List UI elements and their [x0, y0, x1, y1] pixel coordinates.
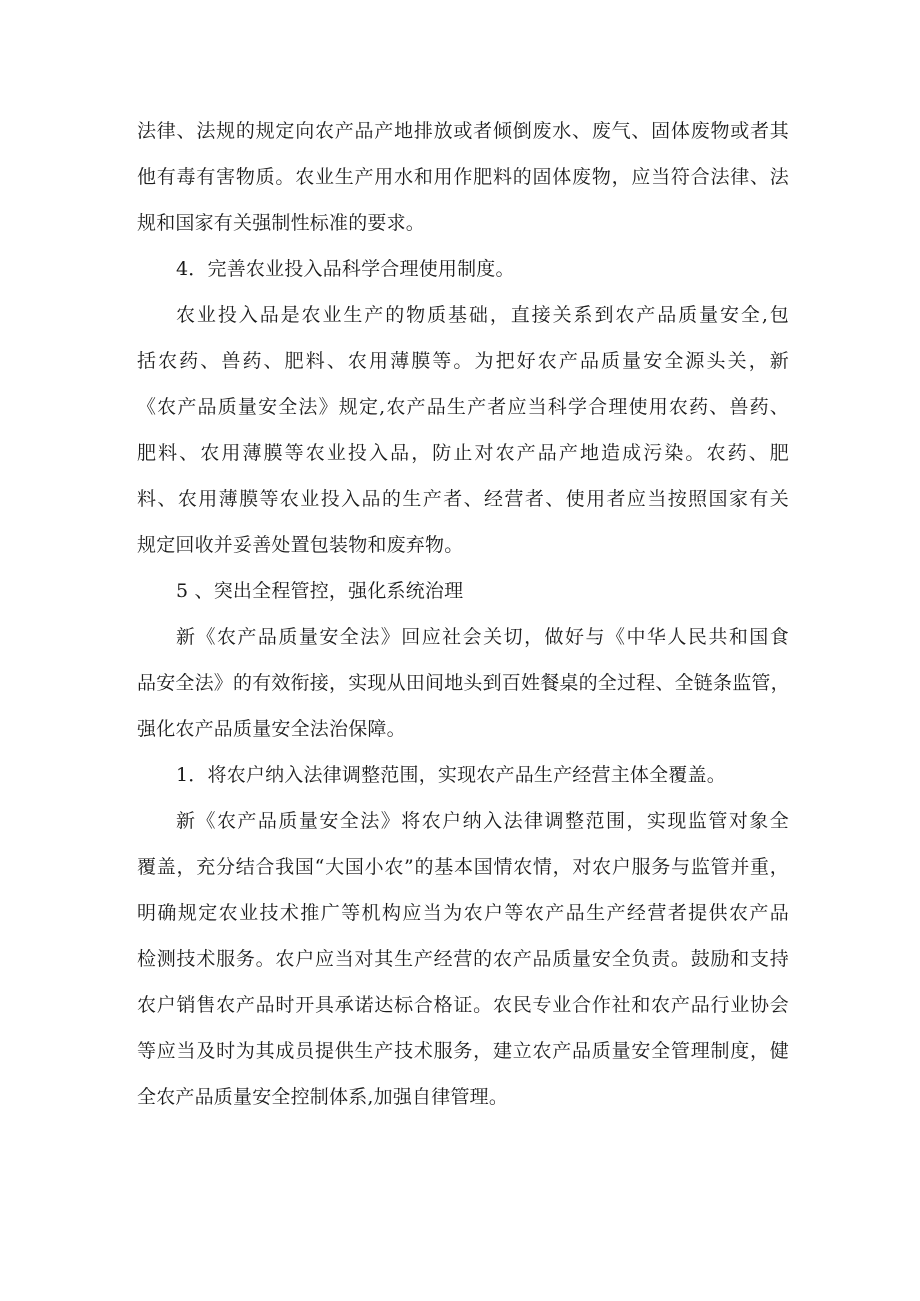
heading-text: 5 、突出全程管控，强化系统治理	[176, 580, 464, 602]
text-line: 覆盖，充分结合我国“大国小农”的基本国情农情，对农户服务与监管并重，	[137, 856, 789, 878]
text-line: 农业投入品是农业生产的物质基础，直接关系到农产品质量安全,包	[176, 304, 789, 326]
text-line: 检测技术服务。农户应当对其生产经营的农产品质量安全负责。鼓励和支持	[137, 948, 789, 970]
text-line: 他有毒有害物质。农业生产用水和用作肥料的固体废物，应当符合法律、法	[137, 166, 789, 188]
text-line: 新《农产品质量安全法》回应社会关切，做好与《中华人民共和国食	[176, 626, 789, 648]
section-heading-1	[137, 752, 789, 798]
heading-text: 4．完善农业投入品科学合理使用制度。	[176, 258, 515, 280]
paragraph-continuation	[137, 108, 789, 246]
text-line: 新《农产品质量安全法》将农户纳入法律调整范围，实现监管对象全	[176, 810, 789, 832]
paragraph-full-process-control	[137, 614, 789, 752]
paragraph-agricultural-inputs	[137, 292, 789, 568]
text-line: 规定回收并妥善处置包装物和废弃物。	[137, 534, 464, 556]
text-line: 《农产品质量安全法》规定,农产品生产者应当科学合理使用农药、兽药、	[137, 396, 789, 418]
text-line: 料、农用薄膜等农业投入品的生产者、经营者、使用者应当按照国家有关	[137, 488, 789, 510]
section-heading-5	[137, 568, 789, 614]
text-line: 肥料、农用薄膜等农业投入品，防止对农产品产地造成污染。农药、肥	[137, 442, 789, 464]
text-line: 全农产品质量安全控制体系,加强自律管理。	[137, 1086, 509, 1108]
section-heading-4	[137, 246, 789, 292]
text-line: 明确规定农业技术推广等机构应当为农户等农产品生产经营者提供农产品	[137, 902, 789, 924]
text-line: 农户销售农产品时开具承诺达标合格证。农民专业合作社和农产品行业协会	[137, 994, 789, 1016]
document-page	[137, 108, 789, 1120]
text-line: 品安全法》的有效衔接，实现从田间地头到百姓餐桌的全过程、全链条监管，	[137, 672, 790, 694]
text-line: 规和国家有关强制性标准的要求。	[137, 212, 426, 234]
text-line: 括农药、兽药、肥料、农用薄膜等。为把好农产品质量安全源头关，新	[137, 350, 789, 372]
paragraph-farmer-coverage	[137, 798, 789, 1120]
text-line: 等应当及时为其成员提供生产技术服务，建立农产品质量安全管理制度，健	[137, 1040, 789, 1062]
heading-text: 1．将农户纳入法律调整范围，实现农产品生产经营主体全覆盖。	[176, 764, 726, 786]
text-line: 法律、法规的规定向农产品产地排放或者倾倒废水、废气、固体废物或者其	[137, 120, 789, 142]
text-line: 强化农产品质量安全法治保障。	[137, 718, 406, 740]
